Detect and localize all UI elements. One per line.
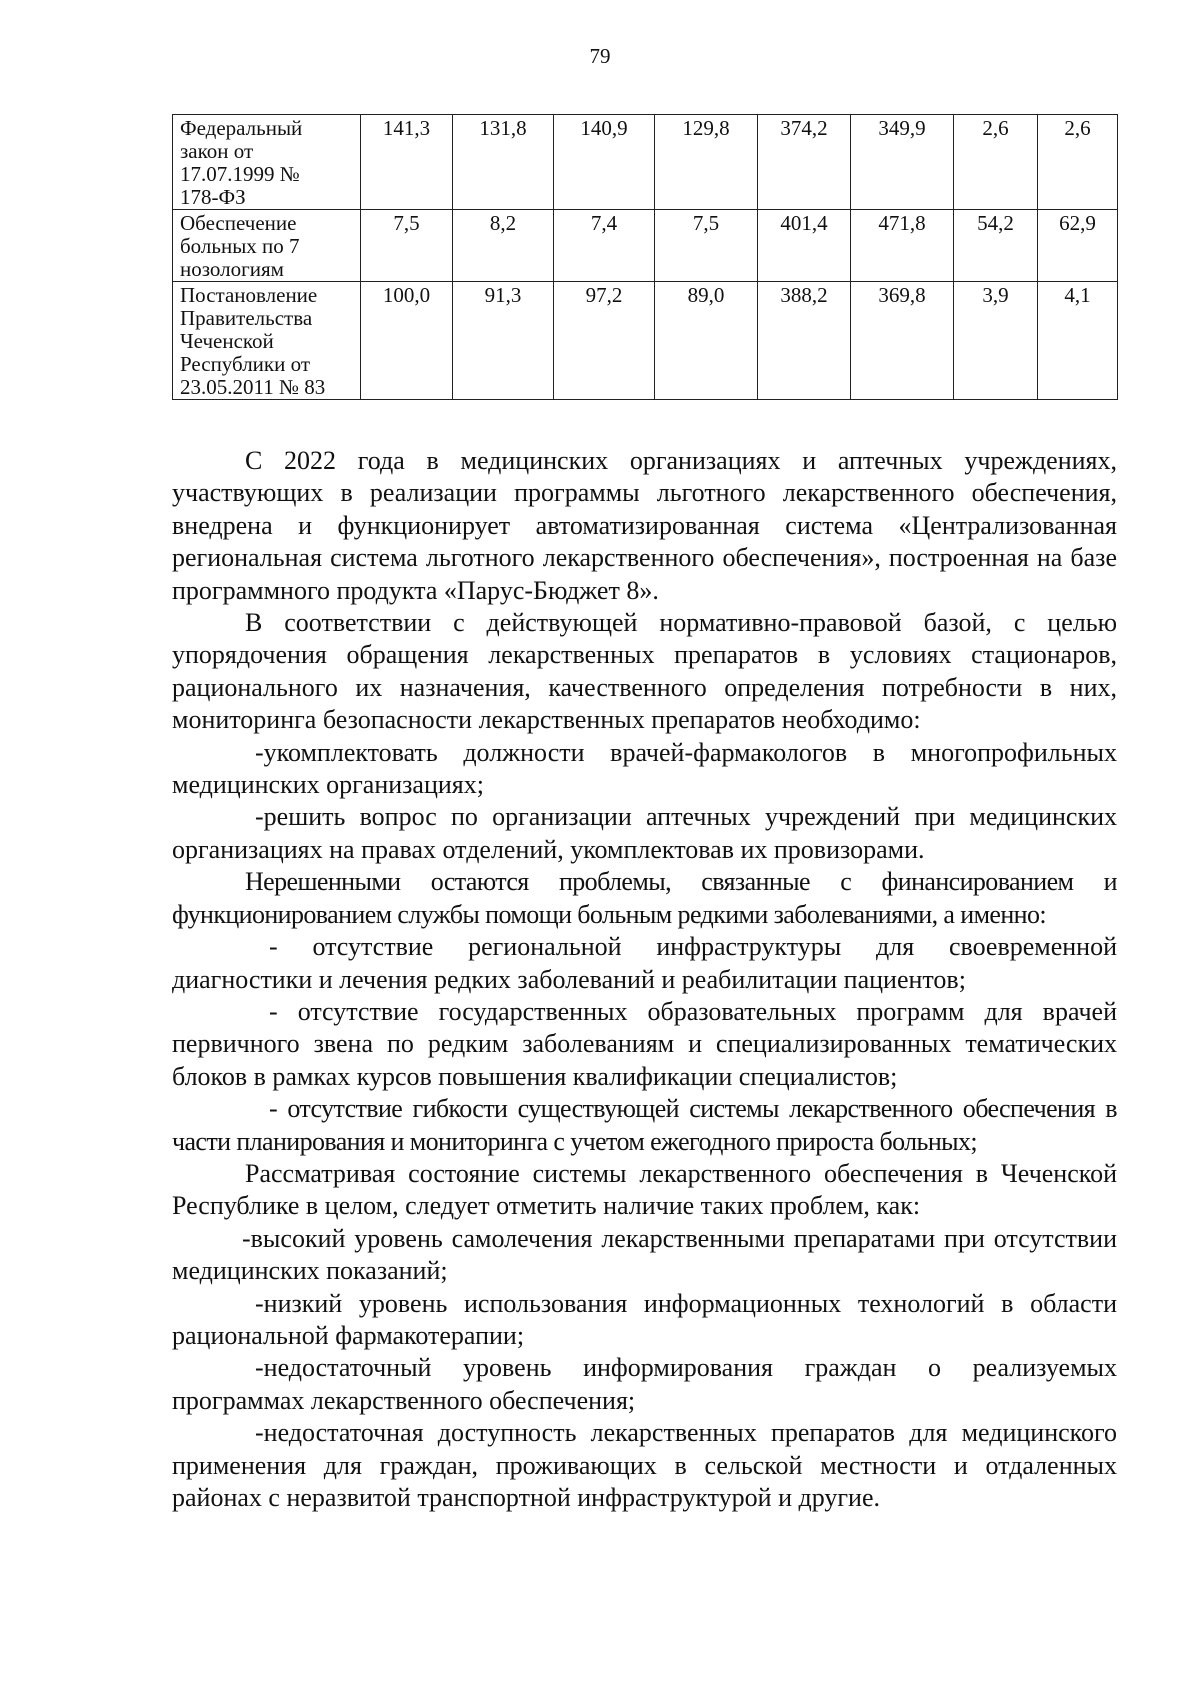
paragraph: С 2022 года в медицинских организациях и аптечных учреждениях, участвующих в реализации программы льготного лекарственного обеспечения, внедрена и функционирует автоматизированная система «Централизованная региональная система льготного лекарственного обеспечения», построенная на базе программного продукта «Парус-Бюджет 8». <box>172 446 1117 605</box>
row-label-line: Республики от <box>180 352 310 376</box>
value-cell: 401,4 <box>758 210 851 282</box>
table-row <box>173 115 1118 210</box>
value-cell: 2,6 <box>1038 115 1118 210</box>
row-label-cell <box>173 282 361 400</box>
paragraph: -укомплектовать должности врачей-фармакологов в многопрофильных медицинских организациях; <box>172 737 1117 800</box>
row-label-line: 23.05.2011 № 83 <box>180 375 326 399</box>
paragraph: -низкий уровень использования информационных технологий в области рациональной фармакотерапии; <box>172 1288 1117 1350</box>
table-row <box>173 210 1118 282</box>
table-body <box>173 115 1118 400</box>
row-label-line: закон от <box>180 139 254 163</box>
paragraph: -недостаточная доступность лекарственных препаратов для медицинского применения для граждан, проживающих в сельской местности и отдаленных районах с неразвитой транспортной инфраструктурой и другие. <box>172 1418 1117 1512</box>
value-cell: 129,8 <box>655 115 758 210</box>
row-label-line: Постановление <box>180 283 318 307</box>
value-cell: 8,2 <box>453 210 554 282</box>
value-cell: 100,0 <box>361 282 453 400</box>
value-cell: 4,1 <box>1038 282 1118 400</box>
paragraph: - отсутствие гибкости существующей системы лекарственного обеспечения в части планирования и мониторинга с учетом ежегодного прироста больных; <box>172 1094 1117 1156</box>
page-number: 79 <box>589 44 611 68</box>
value-cell: 62,9 <box>1038 210 1118 282</box>
value-cell: 7,5 <box>361 210 453 282</box>
value-cell: 369,8 <box>851 282 954 400</box>
value-cell: 89,0 <box>655 282 758 400</box>
table-row <box>173 282 1118 400</box>
paragraph: - отсутствие региональной инфраструктуры для своевременной диагностики и лечения редких заболеваний и реабилитации пациентов; <box>172 932 1117 994</box>
value-cell: 54,2 <box>954 210 1038 282</box>
value-cell: 131,8 <box>453 115 554 210</box>
paragraph: -высокий уровень самолечения лекарственными препаратами при отсутствии медицинских показаний; <box>172 1223 1117 1286</box>
value-cell: 2,6 <box>954 115 1038 210</box>
value-cell: 141,3 <box>361 115 453 210</box>
value-cell: 374,2 <box>758 115 851 210</box>
row-label-line: 178-ФЗ <box>180 185 246 209</box>
paragraph: Нерешенными остаются проблемы, связанные с финансированием и функционированием службы помощи больным редкими заболеваниями, а именно: <box>172 867 1117 929</box>
row-label-cell <box>173 115 361 210</box>
paragraph: В соответствии с действующей нормативно-правовой базой, с целью упорядочения обращения лекарственных препаратов в условиях стационаров, рационального их назначения, качественного определения потребности в них, мониторинга безопасности лекарственных препаратов необходимо: <box>172 608 1117 735</box>
value-cell: 7,5 <box>655 210 758 282</box>
paragraph: -решить вопрос по организации аптечных учреждений при медицинских организациях на правах отделений, укомплектовав их провизорами. <box>172 802 1117 864</box>
row-label-line: Обеспечение <box>180 211 297 235</box>
paragraph: -недостаточный уровень информирования граждан о реализуемых программах лекарственного обеспечения; <box>172 1353 1117 1415</box>
value-cell: 3,9 <box>954 282 1038 400</box>
body-text <box>172 445 1117 1514</box>
row-label-line: Федеральный <box>180 116 303 140</box>
paragraph: - отсутствие государственных образовательных программ для врачей первичного звена по редким заболеваниям и специализированных тематических блоков в рамках курсов повышения квалификации специалистов; <box>172 996 1117 1091</box>
row-label-line: Правительства <box>180 306 313 330</box>
paragraph: Рассматривая состояние системы лекарственного обеспечения в Чеченской Республике в целом, следует отметить наличие таких проблем, как: <box>172 1158 1117 1221</box>
value-cell: 97,2 <box>554 282 655 400</box>
value-cell: 388,2 <box>758 282 851 400</box>
value-cell: 349,9 <box>851 115 954 210</box>
row-label-line: нозологиям <box>180 257 284 281</box>
row-label-line: Чеченской <box>180 329 274 353</box>
row-label-cell <box>173 210 361 282</box>
data-table <box>172 114 1118 400</box>
row-label-line: больных по 7 <box>180 234 300 258</box>
value-cell: 471,8 <box>851 210 954 282</box>
value-cell: 7,4 <box>554 210 655 282</box>
row-label-line: 17.07.1999 № <box>180 162 300 186</box>
value-cell: 140,9 <box>554 115 655 210</box>
value-cell: 91,3 <box>453 282 554 400</box>
